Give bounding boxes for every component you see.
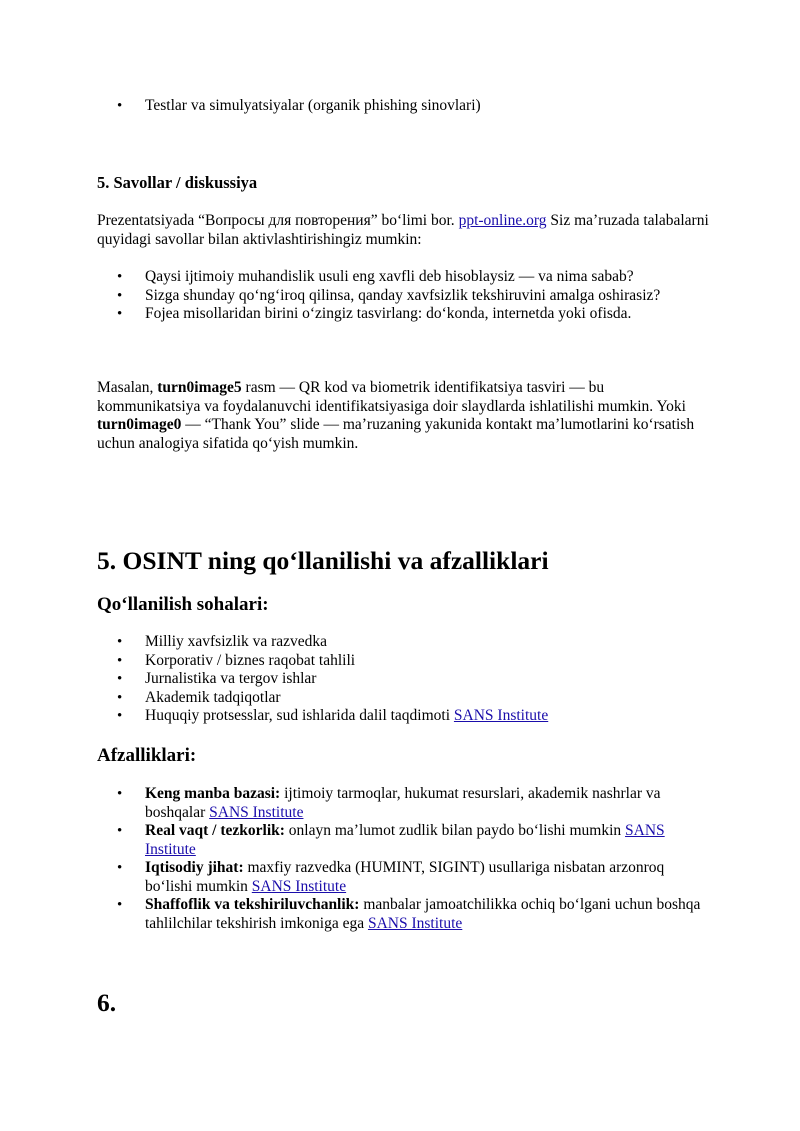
- list-item: [117, 97, 705, 116]
- bullet-icon: •: [117, 98, 123, 114]
- advantage-item: [117, 896, 705, 933]
- source-link-sans[interactable]: SANS Institute: [209, 803, 304, 821]
- bullet-icon: •: [117, 652, 123, 669]
- list-item: [117, 688, 705, 708]
- question-item: [117, 286, 705, 306]
- intro-text: Prezentatsiyada “Вопросы для повторения” bo‘limi bor.: [97, 212, 455, 229]
- example-paragraph: [97, 379, 709, 453]
- advantage-title: Shaffoflik va tekshiriluvchanlik:: [145, 896, 360, 913]
- subheading-uses: Qo‘llanilish sohalari:: [97, 594, 269, 615]
- list-item-text: Testlar va simulyatsiyalar (organik phishing sinovlari): [145, 97, 481, 114]
- list-item: [117, 707, 705, 726]
- bullet-icon: •: [117, 786, 123, 802]
- bullet-icon: •: [117, 671, 123, 688]
- subheading-advantages: Afzalliklari:: [97, 745, 197, 766]
- question-text: Qaysi ijtimoiy muhandislik usuli eng xavfli deb hisoblaysiz — va nima sabab?: [145, 268, 634, 285]
- question-item: [117, 268, 705, 287]
- question-text: Fojea misollaridan birini o‘zingiz tasvirlang: do‘konda, internetda yoki ofisda.: [145, 305, 632, 323]
- advantage-text: onlayn ma’lumot zudlik bilan paydo bo‘lishi mumkin: [284, 822, 626, 839]
- question-item: [117, 305, 705, 324]
- bullet-icon: •: [117, 689, 123, 706]
- image-reference: turn0image5: [157, 379, 242, 396]
- list-item: [117, 633, 705, 652]
- advantage-item: [117, 859, 705, 896]
- advantage-title: Keng manba bazasi:: [145, 785, 281, 802]
- bullet-icon: •: [117, 708, 123, 725]
- source-link-sans[interactable]: SANS Institute: [453, 707, 549, 725]
- section-heading-questions: 5. Savollar / diskussiya: [97, 173, 258, 192]
- list-item-text: Korporativ / biznes raqobat tahlili: [145, 651, 356, 669]
- source-link-sans[interactable]: SANS Institute: [251, 877, 347, 895]
- example-text: Masalan,: [97, 379, 158, 396]
- example-text: — “Thank You” slide — ma’ruzaning yakunida kontakt ma’lumotlarini ko‘rsatish uchun analogiya sifatida qo‘yish mumkin.: [97, 416, 695, 452]
- list-item-text: Jurnalistika va tergov ishlar: [145, 670, 317, 688]
- source-link-ppt-online[interactable]: ppt-online.org: [458, 212, 547, 229]
- bullet-icon: •: [117, 306, 123, 323]
- section-heading-osint: 5. OSINT ning qo‘llanilishi va afzalliklari: [97, 546, 549, 575]
- source-link-sans[interactable]: SANS Institute: [145, 822, 665, 858]
- section-heading-next: 6.: [97, 988, 117, 1017]
- list-item-text: Huquqiy protsesslar, sud ishlarida dalil taqdimoti: [145, 707, 451, 725]
- intro-paragraph: [97, 212, 709, 249]
- image-reference: turn0image0: [97, 416, 182, 434]
- bullet-icon: •: [117, 269, 123, 285]
- example-text: rasm — QR kod va biometrik identifikatsiya tasviri — bu kommunikatsiya va foydalanuvchi identifikatsiyasiga doir slaydlarda ishlatilishi mumkin. Yoki: [97, 379, 686, 415]
- source-link-sans[interactable]: SANS Institute: [367, 914, 463, 932]
- advantage-item: [117, 822, 705, 859]
- list-item: [117, 651, 705, 671]
- bullet-icon: •: [117, 897, 123, 913]
- bullet-icon: •: [117, 823, 123, 839]
- advantage-title: Real vaqt / tezkorlik:: [145, 822, 285, 839]
- advantage-title: Iqtisodiy jihat:: [145, 859, 244, 876]
- bullet-icon: •: [117, 860, 123, 876]
- advantage-text: manbalar jamoatchilikka ochiq bo‘lgani uchun boshqa tahlilchilar tekshirish imkoniga ega: [145, 896, 701, 932]
- bullet-icon: •: [117, 634, 123, 650]
- list-item-text: Akademik tadqiqotlar: [145, 688, 281, 706]
- advantage-text: ijtimoiy tarmoqlar, hukumat resurslari, akademik nashrlar va boshqalar: [145, 785, 661, 821]
- question-text: Sizga shunday qo‘ng‘iroq qilinsa, qanday xavfsizlik tekshiruvini amalga oshirasiz?: [145, 286, 661, 304]
- intro-text-continued: Siz ma’ruzada talabalarni quyidagi savollar bilan aktivlashtirishingiz mumkin:: [97, 212, 709, 248]
- advantage-text: maxfiy razvedka (HUMINT, SIGINT) usullariga nisbatan arzonroq bo‘lishi mumkin: [145, 859, 665, 895]
- list-item-text: Milliy xavfsizlik va razvedka: [145, 633, 328, 650]
- advantage-item: [117, 785, 705, 822]
- bullet-icon: •: [117, 287, 123, 304]
- list-item: [117, 670, 705, 689]
